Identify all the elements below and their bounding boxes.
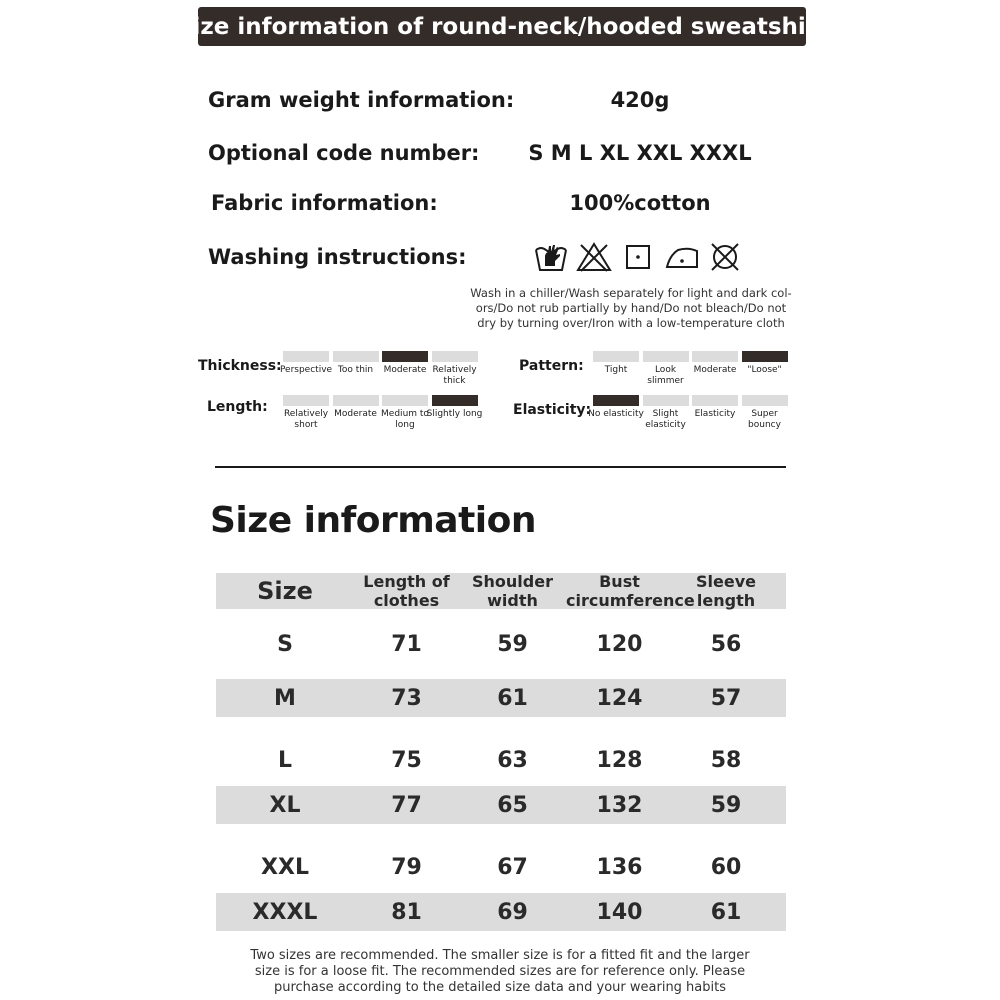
footer-line: purchase according to the detailed size data and your wearing habits xyxy=(273,980,727,995)
thickness-option-label: Perspective xyxy=(279,365,333,375)
table-row xyxy=(216,893,786,931)
pattern-option-label: "Loose" xyxy=(747,365,782,375)
iron-low-icon xyxy=(664,241,700,273)
measure-cell: 59 xyxy=(710,792,742,818)
table-header-row xyxy=(216,573,786,609)
measure-cell: 69 xyxy=(497,899,528,925)
wash-note xyxy=(458,286,804,331)
thickness-swatch xyxy=(283,351,329,362)
measure-cell: 81 xyxy=(391,899,422,925)
pattern-swatch xyxy=(593,351,639,362)
do-not-dry-clean-icon xyxy=(707,241,743,273)
table-row xyxy=(216,733,786,787)
measure-cell: 140 xyxy=(596,899,643,925)
pattern-option-label: Tight xyxy=(604,365,628,375)
pattern-swatch xyxy=(742,351,788,362)
pattern-label: Pattern: xyxy=(519,358,584,374)
code-number-value: S M L XL XXL XXXL xyxy=(528,141,752,165)
header-sleeve: Sleeve length xyxy=(696,572,756,610)
measure-cell: 61 xyxy=(710,899,742,925)
size-cell: XXL xyxy=(261,854,309,880)
size-cell: XL xyxy=(269,792,301,818)
washing-label: Washing instructions: xyxy=(208,245,467,269)
measure-cell: 136 xyxy=(596,854,643,880)
measure-cell: 57 xyxy=(710,685,742,711)
page-header xyxy=(175,7,829,46)
measure-cell: 120 xyxy=(596,631,643,657)
elasticity-option-label: Elasticity xyxy=(694,409,736,419)
header-size: Size xyxy=(257,576,313,605)
measure-cell: 65 xyxy=(497,792,528,818)
elasticity-swatch xyxy=(692,395,738,406)
length-option-label: Relatively short xyxy=(283,409,329,430)
thickness-option-label: Moderate xyxy=(383,365,427,375)
table-row xyxy=(216,786,786,824)
table-row xyxy=(216,611,786,677)
elasticity-option-label: Super bouncy xyxy=(748,409,781,430)
gram-weight-label: Gram weight information: xyxy=(208,88,515,112)
measure-cell: 128 xyxy=(596,747,643,773)
hand-wash-icon xyxy=(533,241,569,273)
table-row xyxy=(216,840,786,894)
length-swatch xyxy=(382,395,428,406)
wash-note-line: dry by turning over/Iron with a low-temperature cloth xyxy=(477,316,785,330)
elasticity-swatch xyxy=(742,395,788,406)
section-divider xyxy=(215,466,786,468)
length-swatch xyxy=(432,395,478,406)
wash-note-line: ors/Do not rub partially by hand/Do not bleach/Do not xyxy=(475,301,787,315)
measure-cell: 132 xyxy=(596,792,643,818)
gram-weight-value: 420g xyxy=(610,88,670,112)
elasticity-option-label: Slight elasticity xyxy=(645,409,686,430)
pattern-option-label: Look slimmer xyxy=(647,365,684,386)
size-cell: L xyxy=(277,747,293,773)
size-cell: S xyxy=(277,631,293,657)
thickness-swatch xyxy=(333,351,379,362)
measure-cell: 61 xyxy=(497,685,528,711)
code-number-label: Optional code number: xyxy=(208,141,480,165)
measure-cell: 63 xyxy=(497,747,528,773)
measure-cell: 73 xyxy=(391,685,422,711)
length-swatch xyxy=(283,395,329,406)
elasticity-option-label: No elasticity xyxy=(588,409,644,419)
measure-cell: 58 xyxy=(710,747,742,773)
size-cell: M xyxy=(274,685,296,711)
measure-cell: 59 xyxy=(497,631,528,657)
thickness-swatch xyxy=(382,351,428,362)
fabric-value: 100%cotton xyxy=(569,191,711,215)
pattern-swatch xyxy=(692,351,738,362)
wash-note-line: Wash in a chiller/Wash separately for light and dark col- xyxy=(470,286,792,300)
do-not-bleach-icon xyxy=(576,241,612,273)
elasticity-label: Elasticity: xyxy=(513,402,592,418)
header-title: Size information of round-neck/hooded sweatshirt xyxy=(175,13,829,40)
header-shoulder: Shoulder width xyxy=(472,572,553,610)
length-option-label: Slightly long xyxy=(426,409,483,419)
length-swatch xyxy=(333,395,379,406)
do-not-tumble-dry-icon xyxy=(620,241,656,273)
thickness-option-label: Too thin xyxy=(337,365,374,375)
header-bust: Bust circumference xyxy=(566,572,695,610)
pattern-option-label: Moderate xyxy=(693,365,737,375)
fabric-label: Fabric information: xyxy=(211,191,438,215)
footer-line: Two sizes are recommended. The smaller size is for a fitted fit and the larger xyxy=(250,948,750,963)
pattern-swatch xyxy=(643,351,689,362)
elasticity-swatch xyxy=(643,395,689,406)
measure-cell: 67 xyxy=(497,854,528,880)
elasticity-swatch xyxy=(593,395,639,406)
measure-cell: 75 xyxy=(391,747,422,773)
measure-cell: 79 xyxy=(391,854,422,880)
table-row xyxy=(216,679,786,717)
thickness-swatch xyxy=(432,351,478,362)
measure-cell: 71 xyxy=(391,631,422,657)
header-length: Length of clothes xyxy=(363,572,450,610)
footer-line: size is for a loose fit. The recommended sizes are for reference only. Please xyxy=(254,964,746,979)
length-label: Length: xyxy=(207,399,268,415)
length-option-label: Moderate xyxy=(334,409,377,419)
measure-cell: 56 xyxy=(710,631,742,657)
measure-cell: 60 xyxy=(710,854,742,880)
footer-note xyxy=(240,948,760,996)
thickness-option-label: Relatively thick xyxy=(432,365,477,386)
size-section-title: Size information xyxy=(210,500,537,541)
measure-cell: 77 xyxy=(391,792,422,818)
measure-cell: 124 xyxy=(596,685,643,711)
size-cell: XXXL xyxy=(252,899,318,925)
length-option-label: Medium to long xyxy=(381,409,429,430)
thickness-label: Thickness: xyxy=(198,358,282,374)
